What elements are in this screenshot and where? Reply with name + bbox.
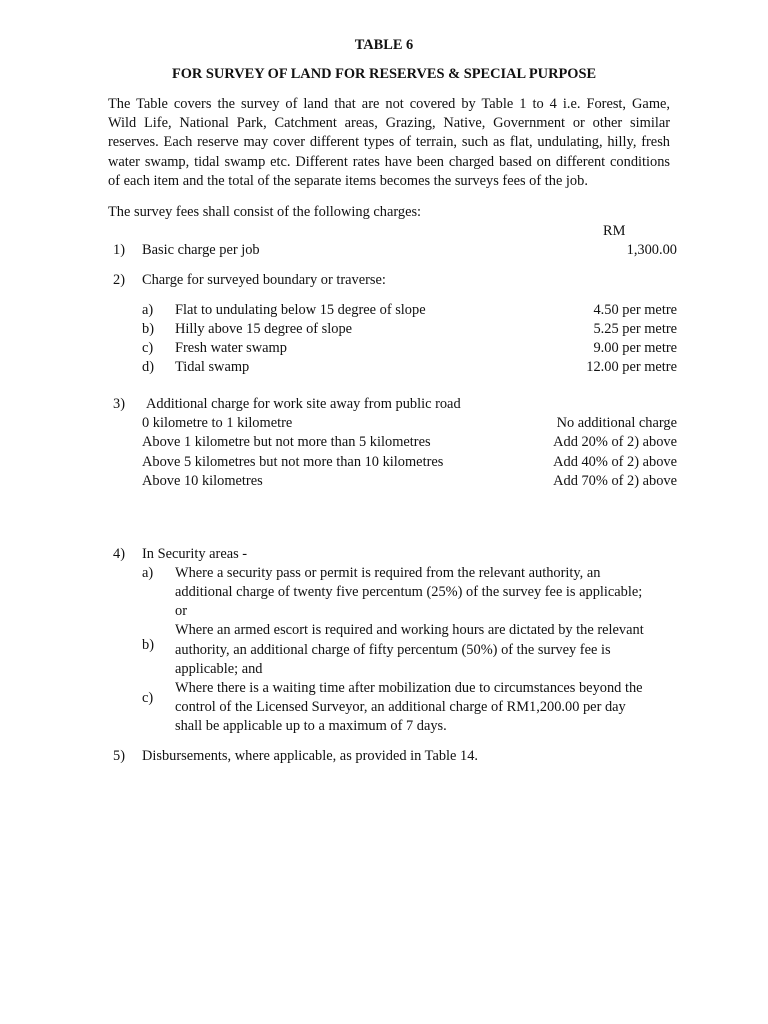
subitem-value: 12.00 per metre — [586, 359, 677, 375]
document-title: FOR SURVEY OF LAND FOR RESERVES & SPECIAL PURPOSE — [171, 66, 597, 82]
distance-row-label: 0 kilometre to 1 kilometre — [142, 415, 293, 431]
fees-intro: The survey fees shall consist of the following charges: — [108, 204, 422, 220]
subitem-line: Where an armed escort is required and working hours are dictated by the relevant — [175, 622, 644, 638]
subitem-line: control of the Licensed Surveyor, an additional charge of RM1,200.00 per day — [175, 699, 626, 715]
subitem-letter: a) — [142, 565, 154, 581]
subitem-value: 9.00 per metre — [593, 340, 677, 356]
item-label: Charge for surveyed boundary or traverse: — [142, 272, 386, 288]
item-number: 4) — [113, 546, 125, 562]
subitem-letter: c) — [142, 340, 154, 356]
item-label: In Security areas - — [142, 546, 248, 562]
subitem-letter: c) — [142, 690, 154, 706]
subitem-letter: b) — [142, 637, 154, 653]
intro-line: reserves. Each reserve may cover different types of terrain, such as flat, undulating, hilly, fresh — [108, 134, 670, 151]
subitem-line: applicable; and — [175, 661, 263, 677]
subitem-letter: d) — [142, 359, 154, 375]
intro-line: The Table covers the survey of land that are not covered by Table 1 to 4 i.e. Forest, Game, — [108, 96, 670, 112]
item-number: 5) — [113, 748, 125, 764]
subitem-line: Where there is a waiting time after mobilization due to circumstances beyond the — [175, 680, 643, 696]
intro-paragraph — [108, 95, 670, 191]
subitem-label: Flat to undulating below 15 degree of slope — [175, 302, 426, 318]
distance-row-value: Add 70% of 2) above — [553, 473, 677, 489]
subitem-line: additional charge of twenty five percentum (25%) of the survey fee is applicable; — [175, 584, 643, 600]
item-value: 1,300.00 — [626, 242, 677, 258]
subitem-letter: b) — [142, 321, 154, 337]
distance-row-value: No additional charge — [556, 415, 677, 431]
subitem-letter: a) — [142, 302, 154, 318]
distance-row-value: Add 40% of 2) above — [553, 454, 677, 470]
subitem-value: 5.25 per metre — [593, 321, 677, 337]
item-label: Disbursements, where applicable, as provided in Table 14. — [142, 748, 479, 764]
currency-header: RM — [603, 223, 626, 239]
item-number: 1) — [113, 242, 125, 258]
table-label: TABLE 6 — [354, 37, 414, 53]
item-label: Additional charge for work site away from public road — [146, 396, 461, 412]
subitem-label: Fresh water swamp — [175, 340, 287, 356]
intro-line: water swamp, tidal swamp etc. Different rates have been charged based on different conditions — [108, 153, 670, 170]
subitem-line: shall be applicable up to a maximum of 7 days. — [175, 718, 447, 734]
subitem-value: 4.50 per metre — [593, 302, 677, 318]
distance-row-label: Above 1 kilometre but not more than 5 kilometres — [142, 434, 431, 450]
item-label: Basic charge per job — [142, 242, 260, 258]
subitem-line: or — [175, 603, 187, 619]
intro-line: of each item and the total of the separate items becomes the surveys fees of the job. — [108, 172, 588, 189]
subitem-label: Tidal swamp — [175, 359, 250, 375]
distance-row-label: Above 10 kilometres — [142, 473, 263, 489]
item-number: 2) — [113, 272, 125, 288]
distance-row-label: Above 5 kilometres but not more than 10 kilometres — [142, 454, 444, 470]
subitem-label: Hilly above 15 degree of slope — [175, 321, 353, 337]
subitem-line: authority, an additional charge of fifty percentum (50%) of the survey fee is — [175, 642, 611, 658]
distance-row-value: Add 20% of 2) above — [553, 434, 677, 450]
subitem-line: Where a security pass or permit is required from the relevant authority, an — [175, 565, 601, 581]
intro-line: Wild Life, National Park, Catchment areas, Grazing, Native, Government or other similar — [108, 115, 670, 132]
item-number: 3) — [113, 396, 125, 412]
